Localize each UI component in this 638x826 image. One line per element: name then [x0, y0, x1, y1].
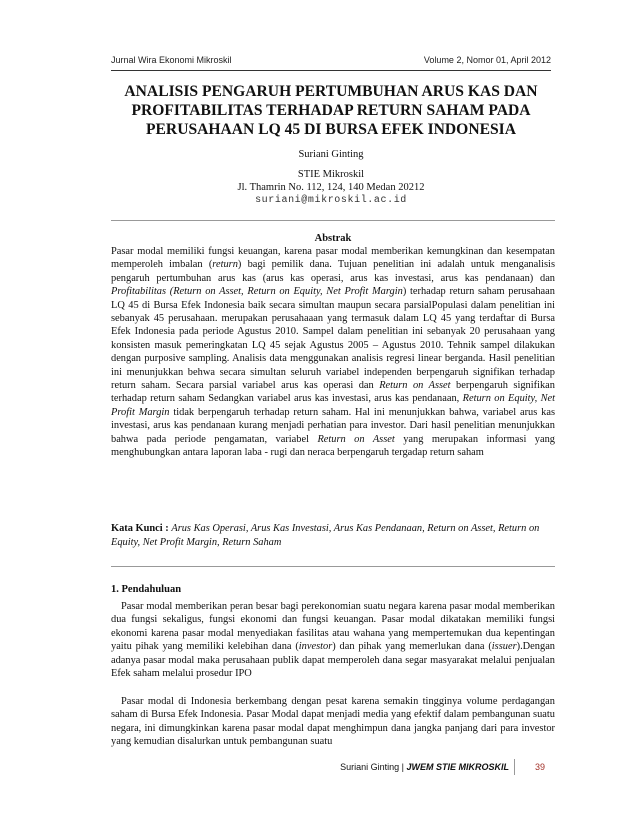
divider	[111, 220, 555, 221]
title-line: PROFITABILITAS TERHADAP RETURN SAHAM PADA	[131, 102, 531, 119]
intro-paragraph-2: Pasar modal di Indonesia berkembang dengan pesat karena semakin tingginya volume perdagangan saham di Bursa Efek Indonesia. Pasar Modal dapat menjadi media yang efektif dalam pembangunan suatu negara, ini dimungkinkan karena pasar modal dapat menghimpun dana jangka panjang dari para investor yang kemudian disalurkan untuk pembangunan suatu	[111, 696, 555, 748]
section-heading: 1. Pendahuluan	[111, 584, 182, 595]
author-address: Jl. Thamrin No. 112, 124, 140 Medan 20212	[237, 182, 425, 193]
keywords	[111, 522, 555, 550]
page-footer	[111, 759, 555, 777]
keywords-text: Arus Kas Operasi, Arus Kas Investasi, Arus Kas Pendanaan, Return on Asset, Return on Equity, Net Profit Margin, Return Saham	[111, 523, 540, 548]
intro-paragraph-1: Pasar modal memberikan peran besar bagi perekonomian suatu negara karena pasar modal memberikan dua fungsi sekaligus, fungsi ekonomi dan fungsi keuangan. Pasar modal dikatakan memiliki fungsi ekonomi karena pasar modal menyediakan fasilitas atau wahana yang mempertemukan dua kepentingan yaitu pihak yang memiliki kelebihan dana (investor) dan pihak yang memerlukan dana (issuer).Dengan adanya pasar modal maka perusahaan publik dapat memperoleh dana segar masyarakat melalui penjualan Efek saham melalui prosedur IPO	[111, 601, 555, 680]
title-line: ANALISIS PENGARUH PERTUMBUHAN ARUS KAS DAN	[124, 83, 538, 100]
abstract-heading: Abstrak	[314, 233, 352, 244]
divider	[111, 566, 555, 567]
footer-divider	[514, 759, 515, 775]
author-email[interactable]: suriani@mikroskil.ac.id	[255, 195, 407, 206]
author-affiliation: STIE Mikroskil	[297, 169, 365, 180]
footer-text: Suriani Ginting | JWEM STIE MIKROSKIL	[340, 762, 509, 772]
journal-name: Jurnal Wira Ekonomi Mikroskil	[111, 55, 232, 65]
author-name: Suriani Ginting	[298, 149, 364, 160]
keywords-label: Kata Kunci :	[111, 523, 169, 534]
header-rule	[111, 70, 551, 71]
title-line: PERUSAHAAN LQ 45 DI BURSA EFEK INDONESIA	[146, 121, 516, 138]
abstract-body: Pasar modal memiliki fungsi keuangan, karena pasar modal memberikan kemungkinan dan kesempatan memperoleh imbalan (return) bagi pemilik dana. Tujuan penelitian ini adalah untuk menganalisis pengaruh pertumbuhan arus kas (arus kas operasi, arus kas investasi, arus kas pendanaan) dan Profitabilitas (Return on Asset, Return on Equity, Net Profit Margin) terhadap return saham perusahaan LQ 45 di Bursa Efek Indonesia baik secara simultan maupun secara parsialPopulasi dalam penelitian ini sebanyak 45 perusahaan. merupakan perusahaaan yang termasuk dalam LQ 45 yang terdaftar di Bursa Efek Indonesia pada periode Agustus 2010. Sampel dalam penelitian ini sebanyak 20 perusahaan yang konsisten masuk pemeringkatan LQ 45 sejak Agustus 2005 – Agustus 2010. Tehnik sampel dilakukan dengan purposive sampling. Analisis data menggunakan analisis regresi linear berganda. Hasil penelitian ini menunjukkan behwa secara simultan seluruh variabel independen berpengaruh signifikan terhadap return saham. Secara parsial variabel arus kas operasi dan Return on Asset berpengaruh signifikan terhadap return saham Sedangkan variabel arus kas investasi, arus kas pendanaan, Return on Equity, Net Profit Margin tidak berpengaruh terhadap return saham. Hal ini menunjukkan bahwa, variabel arus kas investasi, arus kas pendanaan kurang menjadi perhatian para investor. Dari hasil penelitian menunjukkan bahwa pada periode pengamatan, variabel Return on Asset yang merupakan informasi yang menghubungkan antara laporan laba - rugi dan neraca berpengaruh tergadap return saham	[111, 246, 555, 459]
volume-info: Volume 2, Nomor 01, April 2012	[423, 55, 551, 65]
page-number: 39	[534, 762, 545, 772]
paper-title	[111, 82, 551, 139]
